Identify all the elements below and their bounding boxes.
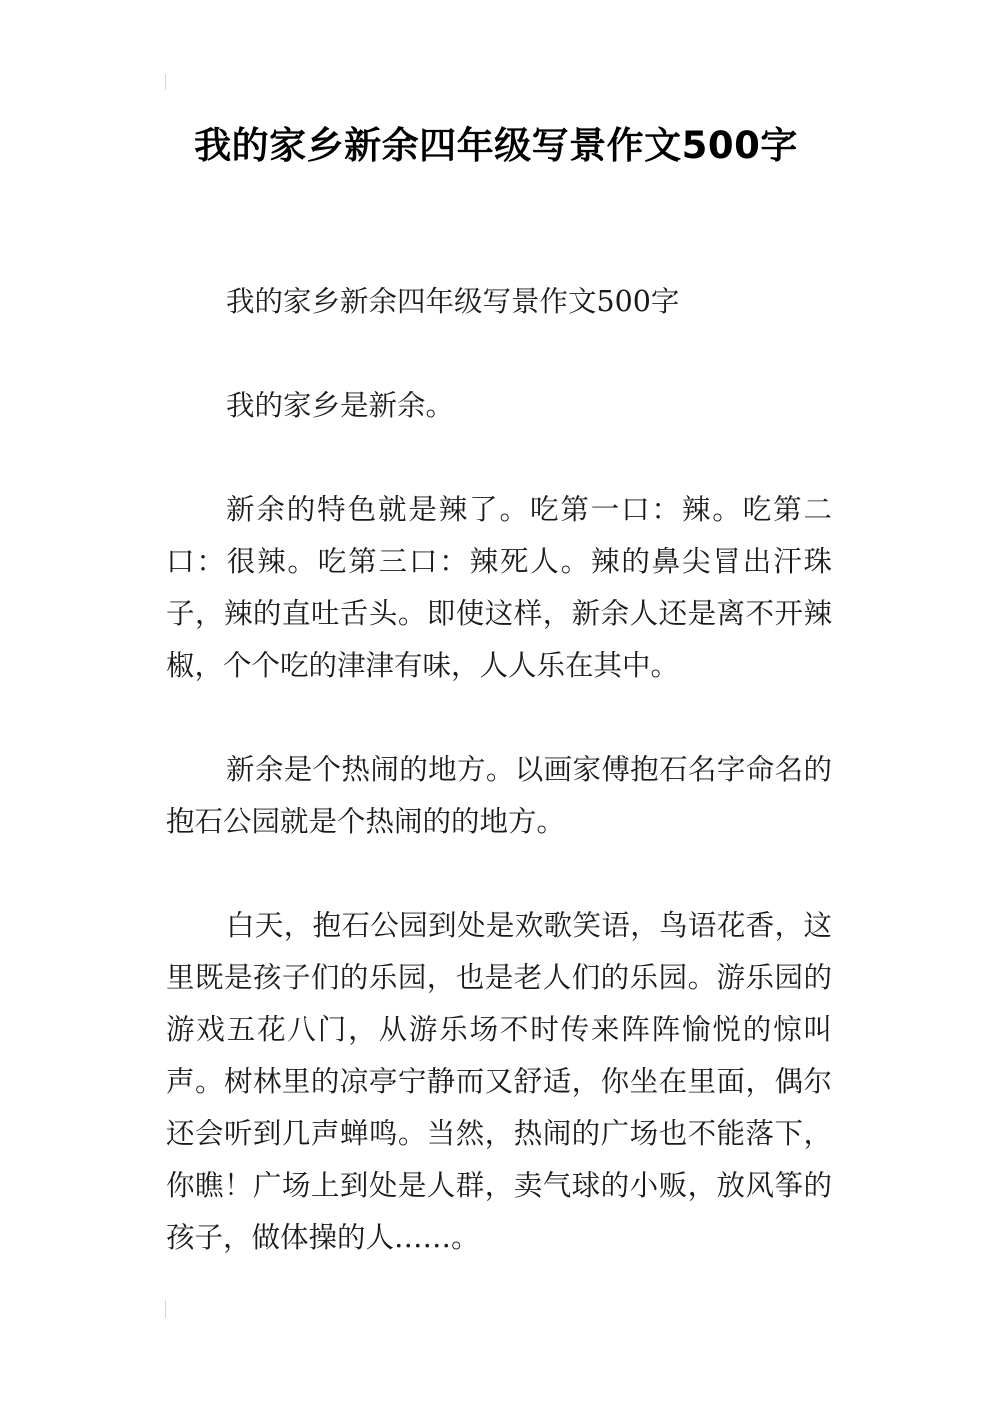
document-body xyxy=(166,276,832,1264)
top-margin-mark xyxy=(165,74,166,90)
paragraph-subtitle: 我的家乡新余四年级写景作文500字 xyxy=(226,285,680,318)
paragraph-spicy-food: 新余的特色就是辣了。吃第一口：辣。吃第二口：很辣。吃第三口：辣死人。辣的鼻尖冒出汗珠子，辣的直吐舌头。即使这样，新余人还是离不开辣椒，个个吃的津津有味，人人乐在其中。 xyxy=(166,493,832,682)
paragraph-baoshi-park: 白天，抱石公园到处是欢歌笑语，鸟语花香，这里既是孩子们的乐园，也是老人们的乐园。游乐园的游戏五花八门，从游乐场不时传来阵阵愉悦的惊叫声。树林里的凉亭宁静而又舒适，你坐在里面，偶尔还会听到几声蝉鸣。当然，热闹的广场也不能落下，你瞧！广场上到处是人群，卖气球的小贩，放风筝的孩子，做体操的人……。 xyxy=(166,909,832,1254)
document-title: 我的家乡新余四年级写景作文500字 xyxy=(194,124,798,167)
paragraph-intro: 我的家乡是新余。 xyxy=(226,389,455,422)
paragraph-lively-place: 新余是个热闹的地方。以画家傅抱石名字命名的抱石公园就是个热闹的的地方。 xyxy=(166,753,832,838)
bottom-margin-mark xyxy=(165,1300,166,1318)
